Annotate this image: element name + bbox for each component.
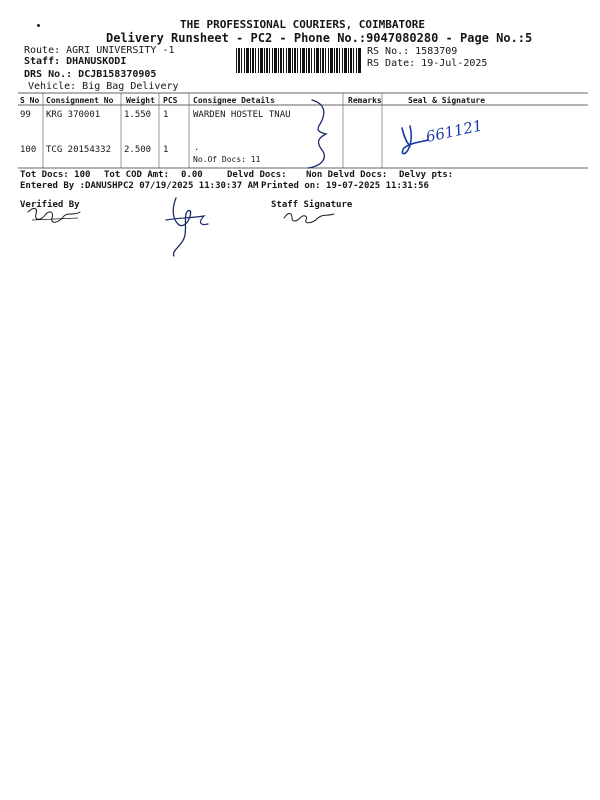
drs-number: DRS No.: DCJB158370905 (24, 69, 157, 80)
no-of-docs: No.Of Docs: 11 (193, 155, 261, 164)
tot-cod-label: Tot COD Amt: (104, 170, 170, 180)
col-header-seal: Seal & Signature (408, 96, 486, 105)
staff-label: Staff: DHANUSKODI (24, 56, 127, 67)
col-header-remarks: Remarks (348, 96, 382, 105)
rs-number: RS No.: 1583709 (367, 46, 458, 57)
staff-signature-label: Staff Signature (271, 200, 353, 210)
delvd-docs: Delvd Docs: (227, 170, 287, 180)
verified-by-label: Verified By (20, 200, 80, 210)
verified-signature-scribble (24, 200, 88, 230)
col-header-consignee: Consignee Details (193, 96, 275, 105)
rs-date: RS Date: 19-Jul-2025 (367, 58, 488, 69)
runsheet-title: Delivery Runsheet - PC2 - Phone No.:9047080280 - Page No.:5 (106, 31, 533, 45)
row-consignment: KRG 370001 (46, 110, 101, 120)
tot-docs: Tot Docs: 100 (20, 170, 91, 180)
row-weight: 1.550 (124, 110, 152, 120)
vehicle-label: Vehicle: Big Bag Delivery (28, 81, 179, 92)
col-header-pcs: PCS (163, 96, 178, 105)
handwritten-bracket (300, 96, 340, 172)
col-header-weight: Weight (126, 96, 155, 105)
handwritten-signature (160, 194, 216, 260)
row-weight: 2.500 (124, 145, 152, 155)
company-name: THE PROFESSIONAL COURIERS, COIMBATORE (180, 18, 426, 31)
printed-on: Printed on: 19-07-2025 11:31:56 (261, 181, 429, 191)
row-consignee: . (194, 143, 200, 153)
delvy-pts: Delvy pts: (399, 170, 454, 180)
route-label: Route: AGRI UNIVERSITY -1 (24, 45, 175, 56)
row-sno: 99 (20, 110, 31, 120)
non-delvd-docs: Non Delvd Docs: (306, 170, 388, 180)
row-consignment: TCG 20154332 (46, 145, 112, 155)
tot-cod-value: 0.00 (181, 170, 203, 180)
col-header-sno: S No (20, 96, 40, 105)
entered-by: Entered By :DANUSHPC2 07/19/2025 11:30:37 AM (20, 181, 259, 191)
staff-signature-scribble (280, 206, 340, 228)
row-pcs: 1 (163, 110, 169, 120)
row-consignee: WARDEN HOSTEL TNAU (193, 110, 291, 120)
seal-handwritten-number: 661121 (424, 116, 485, 146)
col-header-consignment: Consignment No (46, 96, 114, 105)
row-pcs: 1 (163, 145, 169, 155)
row-sno: 100 (20, 145, 37, 155)
